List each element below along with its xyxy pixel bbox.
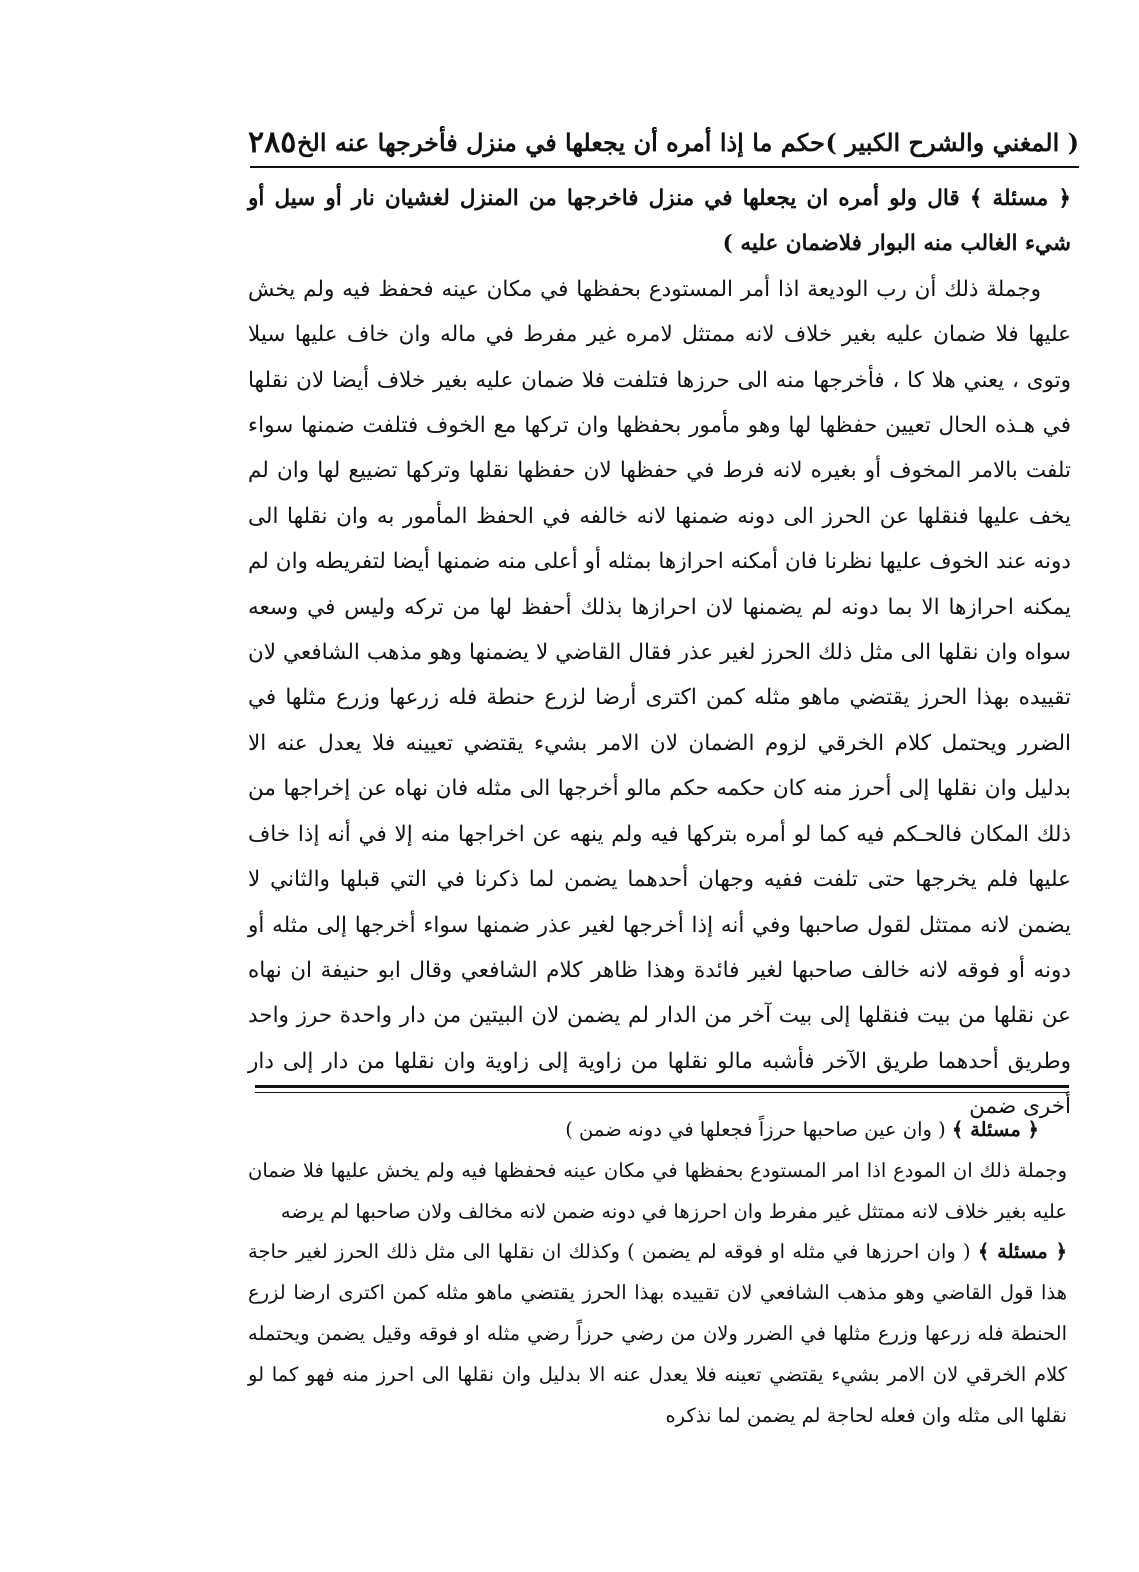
footnote-issue-2-label: ﴿ مسئلة ﴾: [977, 1240, 1067, 1264]
footnote-issue-1: [248, 1110, 1067, 1151]
footnote-issue-2-text: ( وان احرزها في مثله او فوقه لم يضمن ) وكذلك ان نقلها الى مثل ذلك الحرز لغير حاجة هذا قول القاضي وهو مذهب الشافعي لان تقييده بهذا الحرز يقتضي ماهو مثله كمن اكترى ارضا لزرع الحنطة فله زرعها وزرع مثلها في الضرر ولان من رضي حرزاً رضي مثله او فوقه وقيل يضمن ويحتمله كلام الخرقي لان الامر بشيء يقتضي تعينه فلا يعدل عنه الا بدليل وان نقلها الى احرز منه فهو كما لو نقلها الى مثله وان فعله لحاجة لم يضمن لما نذكره: [248, 1240, 1067, 1427]
book-title: ( المغني والشرح الكبير ): [825, 127, 1079, 157]
issue-label: ﴿ مسئلة ﴾: [969, 186, 1071, 211]
main-text: [248, 176, 1071, 1130]
issue-paragraph: [248, 176, 1071, 267]
commentary-paragraph: وجملة ذلك أن رب الوديعة اذا أمر المستودع بحفظها في مكان عينه فحفظ فيه ولم يخش عليها فلا ضمان عليه بغير خلاف لانه ممتثل لامره غير مفرط في ماله وان خاف عليها سيلا وتوى ، يعني هلا كا ، فأخرجها منه الى حرزها فتلفت فلا ضمان عليه بغير خلاف أيضا لان نقلها في هـذه الحال تعيين حفظها لها وهو مأمور بحفظها وان تركها مع الخوف فتلفت ضمنها سواء تلفت بالامر المخوف أو بغيره لانه فرط في حفظها لان حفظها نقلها وتركها تضييع لها وان لم يخف عليها فنقلها عن الحرز الى دونه ضمنها لانه خالفه في الحفظ المأمور به وان نقلها الى دونه عند الخوف عليها نظرنا فان أمكنه احرازها بمثله أو أعلى منه ضمنها أيضا لتفريطه وان لم يمكنه احرازها الا بما دونه لم يضمنها لان احرازها بذلك أحفظ لها من تركه وليس في وسعه سواه وان نقلها الى مثل ذلك الحرز لغير عذر فقال القاضي لا يضمنها وهو مذهب الشافعي لان تقييده بهذا الحرز يقتضي ماهو مثله كمن اكترى أرضا لزرع حنطة فله زرعها وزرع مثلها في الضرر ويحتمل كلام الخرقي لزوم الضمان لان الامر بشيء يقتضي تعيينه فلا يعدل عنه الا بدليل وان نقلها إلى أحرز منه كان حكمه حكم مالو أخرجها الى مثله فان نهاه عن إخراجها من ذلك المكان فالحـكم فيه كما لو أمره بتركها فيه ولم ينهه عن اخراجها منه إلا في أنه إذا خاف عليها فلم يخرجها حتى تلفت ففيه وجهان أحدهما يضمن لما ذكرنا في التي قبلها والثاني لا يضمن لانه ممتثل لقول صاحبها وفي أنه إذا أخرجها لغير عذر ضمنها سواء أخرجها إلى مثله أو دونه أو فوقه لانه خالف صاحبها لغير فائدة وهذا ظاهر كلام الشافعي وقال ابو حنيفة ان نهاه عن نقلها من بيت فنقلها إلى بيت آخر من الدار لم يضمن لان البيتين من دار واحدة حرز واحد وطريق أحدهما طريق الآخر فأشبه مالو نقلها من زاوية إلى زاوية وان نقلها من دار إلى دار أخرى ضمن: [248, 276, 1071, 1120]
section-divider: [255, 1085, 1069, 1093]
running-header: [248, 120, 1079, 164]
chapter-title: حكم ما إذا أمره أن يجعلها في منزل فأخرجها عنه الخ: [297, 127, 825, 157]
footnote-issue-2: [248, 1232, 1067, 1436]
footnote-issue-1-text: ( وان عين صاحبها حرزاً فجعلها في دونه ضمن ): [565, 1118, 946, 1141]
lower-text: [248, 1110, 1067, 1436]
page-number: ٢٨٥: [248, 124, 297, 160]
header-rule: [250, 166, 1079, 168]
issue-text: قال ولو أمره ان يجعلها في منزل فاخرجها من المنزل لغشيان نار أو سيل أو شيء الغالب منه البوار فلاضمان عليه ): [248, 186, 1071, 257]
footnote-issue-1-label: ﴿ مسئلة ﴾: [951, 1118, 1039, 1141]
footnote-commentary-1: وجملة ذلك ان المودع اذا امر المستودع بحفظها في مكان عينه فحفظها فيه ولم يخش عليها فلا ضمان عليه بغير خلاف لانه ممتثل غير مفرط وان احرزها في دونه ضمن لانه مخالف ولان صاحبها لم يرضه: [248, 1158, 1067, 1223]
